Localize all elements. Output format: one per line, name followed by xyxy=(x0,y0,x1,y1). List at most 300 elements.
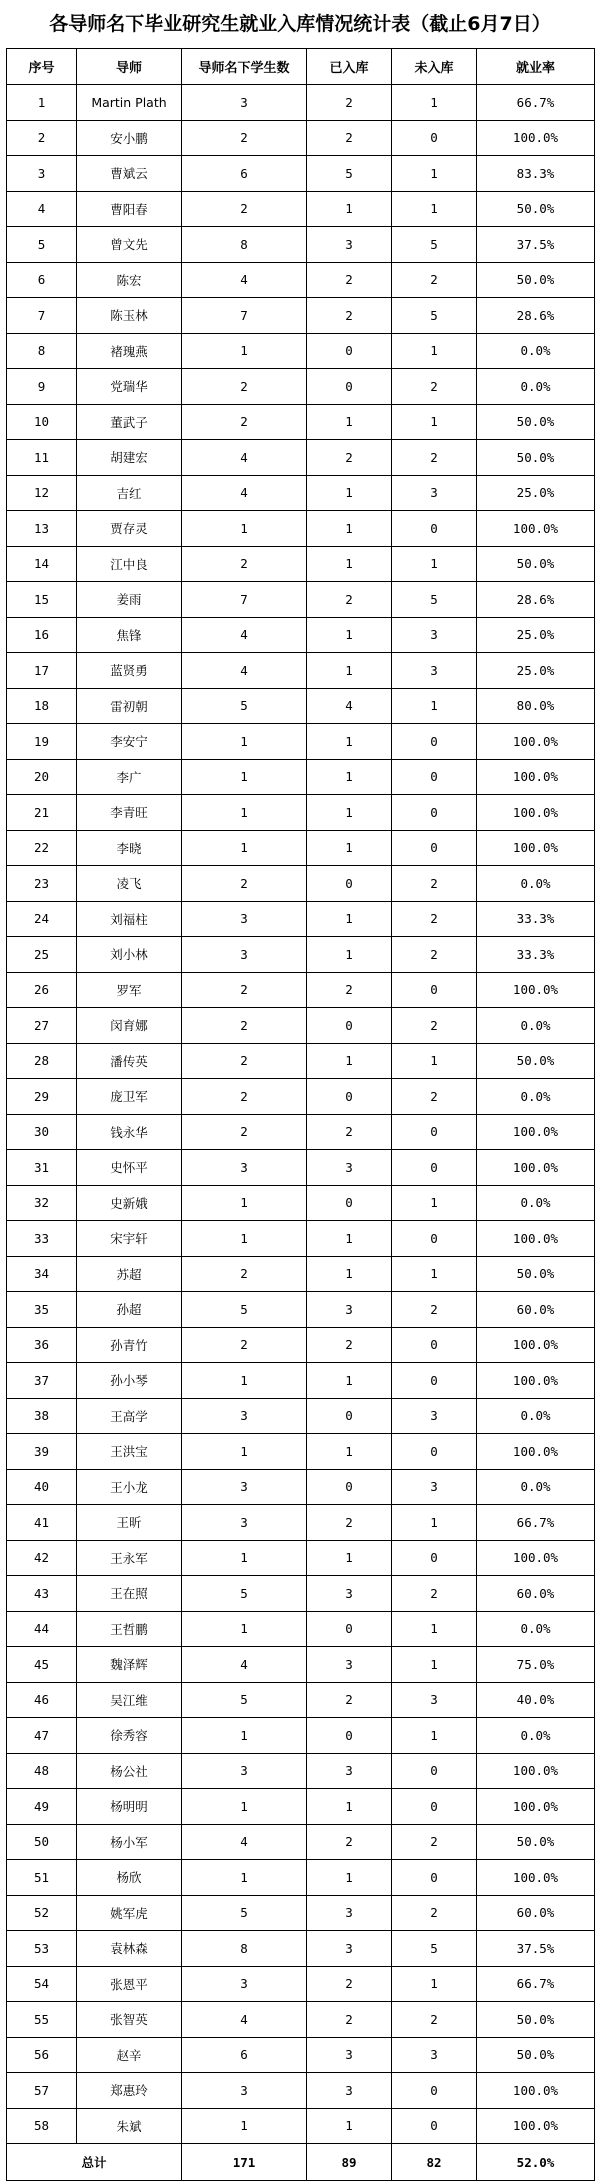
employment-rate: 100.0% xyxy=(477,1363,595,1399)
advisor-name: 张恩平 xyxy=(77,1966,182,2002)
employment-rate: 0.0% xyxy=(477,1469,595,1505)
employment-rate: 37.5% xyxy=(477,1931,595,1967)
employment-rate: 100.0% xyxy=(477,2108,595,2144)
not-placed-count: 0 xyxy=(392,1434,477,1470)
placed-count: 2 xyxy=(307,1824,392,1860)
row-index: 20 xyxy=(7,759,77,795)
not-placed-count: 2 xyxy=(392,1824,477,1860)
advisor-name: 曹斌云 xyxy=(77,156,182,192)
employment-rate: 66.7% xyxy=(477,1505,595,1541)
student-count: 2 xyxy=(182,1327,307,1363)
advisor-name: 吉红 xyxy=(77,475,182,511)
header-employment-rate: 就业率 xyxy=(477,49,595,85)
table-row xyxy=(7,2108,595,2144)
advisor-name: 孙青竹 xyxy=(77,1327,182,1363)
placed-count: 0 xyxy=(307,1398,392,1434)
employment-rate: 100.0% xyxy=(477,1789,595,1825)
student-count: 5 xyxy=(182,1895,307,1931)
not-placed-count: 2 xyxy=(392,866,477,902)
student-count: 1 xyxy=(182,1540,307,1576)
table-row xyxy=(7,546,595,582)
student-count: 5 xyxy=(182,688,307,724)
employment-rate: 0.0% xyxy=(477,1611,595,1647)
employment-rate: 40.0% xyxy=(477,1682,595,1718)
placed-count: 1 xyxy=(307,1363,392,1399)
advisor-name: 钱永华 xyxy=(77,1114,182,1150)
student-count: 4 xyxy=(182,1824,307,1860)
student-count: 4 xyxy=(182,262,307,298)
advisor-name: 朱斌 xyxy=(77,2108,182,2144)
table-row xyxy=(7,227,595,263)
employment-rate: 100.0% xyxy=(477,511,595,547)
advisor-name: 曹阳春 xyxy=(77,191,182,227)
advisor-name: 宋宇轩 xyxy=(77,1221,182,1257)
not-placed-count: 2 xyxy=(392,1008,477,1044)
placed-count: 1 xyxy=(307,1860,392,1896)
advisor-name: 杨公社 xyxy=(77,1753,182,1789)
page-title: 各导师名下毕业研究生就业入库情况统计表（截止6月7日） xyxy=(49,13,551,35)
placed-count: 1 xyxy=(307,2108,392,2144)
row-index: 50 xyxy=(7,1824,77,1860)
not-placed-count: 1 xyxy=(392,1256,477,1292)
stats-table xyxy=(6,48,595,2181)
advisor-name: 史新娥 xyxy=(77,1185,182,1221)
advisor-name: 孙小琴 xyxy=(77,1363,182,1399)
row-index: 49 xyxy=(7,1789,77,1825)
placed-count: 0 xyxy=(307,333,392,369)
placed-count: 0 xyxy=(307,1469,392,1505)
advisor-name: 焦锋 xyxy=(77,617,182,653)
row-index: 46 xyxy=(7,1682,77,1718)
row-index: 40 xyxy=(7,1469,77,1505)
table-row xyxy=(7,1079,595,1115)
row-index: 3 xyxy=(7,156,77,192)
table-row xyxy=(7,1540,595,1576)
employment-rate: 0.0% xyxy=(477,369,595,405)
row-index: 16 xyxy=(7,617,77,653)
placed-count: 2 xyxy=(307,1966,392,2002)
not-placed-count: 0 xyxy=(392,511,477,547)
employment-rate: 50.0% xyxy=(477,2002,595,2038)
not-placed-count: 2 xyxy=(392,1292,477,1328)
advisor-name: 杨欣 xyxy=(77,1860,182,1896)
table-row xyxy=(7,653,595,689)
table-row xyxy=(7,1931,595,1967)
advisor-name: 杨明明 xyxy=(77,1789,182,1825)
advisor-name: 史怀平 xyxy=(77,1150,182,1186)
not-placed-count: 1 xyxy=(392,546,477,582)
advisor-name: 王小龙 xyxy=(77,1469,182,1505)
row-index: 2 xyxy=(7,120,77,156)
table-row xyxy=(7,724,595,760)
row-index: 37 xyxy=(7,1363,77,1399)
not-placed-count: 0 xyxy=(392,1363,477,1399)
not-placed-count: 5 xyxy=(392,227,477,263)
student-count: 2 xyxy=(182,866,307,902)
not-placed-count: 2 xyxy=(392,1576,477,1612)
table-row xyxy=(7,1789,595,1825)
advisor-name: 吴江维 xyxy=(77,1682,182,1718)
student-count: 1 xyxy=(182,759,307,795)
employment-rate: 100.0% xyxy=(477,830,595,866)
advisor-name: 孙超 xyxy=(77,1292,182,1328)
table-row xyxy=(7,2073,595,2109)
advisor-name: 陈宏 xyxy=(77,262,182,298)
not-placed-count: 0 xyxy=(392,1753,477,1789)
employment-rate: 100.0% xyxy=(477,1221,595,1257)
student-count: 2 xyxy=(182,1114,307,1150)
employment-rate: 0.0% xyxy=(477,1718,595,1754)
row-index: 29 xyxy=(7,1079,77,1115)
table-row xyxy=(7,1150,595,1186)
row-index: 57 xyxy=(7,2073,77,2109)
student-count: 2 xyxy=(182,1079,307,1115)
placed-count: 1 xyxy=(307,511,392,547)
row-index: 51 xyxy=(7,1860,77,1896)
employment-rate: 60.0% xyxy=(477,1292,595,1328)
not-placed-count: 1 xyxy=(392,404,477,440)
advisor-name: 刘小林 xyxy=(77,937,182,973)
employment-rate: 25.0% xyxy=(477,653,595,689)
employment-rate: 37.5% xyxy=(477,227,595,263)
not-placed-count: 2 xyxy=(392,937,477,973)
placed-count: 1 xyxy=(307,901,392,937)
employment-rate: 83.3% xyxy=(477,156,595,192)
row-index: 6 xyxy=(7,262,77,298)
advisor-name: 曾文先 xyxy=(77,227,182,263)
not-placed-count: 2 xyxy=(392,440,477,476)
table-row xyxy=(7,937,595,973)
not-placed-count: 0 xyxy=(392,1789,477,1825)
advisor-name: 李晓 xyxy=(77,830,182,866)
table-row xyxy=(7,191,595,227)
student-count: 6 xyxy=(182,2037,307,2073)
not-placed-count: 1 xyxy=(392,333,477,369)
employment-rate: 50.0% xyxy=(477,1256,595,1292)
row-index: 10 xyxy=(7,404,77,440)
total-row xyxy=(7,2144,595,2181)
employment-rate: 100.0% xyxy=(477,759,595,795)
row-index: 13 xyxy=(7,511,77,547)
row-index: 19 xyxy=(7,724,77,760)
table-row xyxy=(7,440,595,476)
placed-count: 4 xyxy=(307,688,392,724)
row-index: 36 xyxy=(7,1327,77,1363)
student-count: 1 xyxy=(182,1789,307,1825)
employment-rate: 100.0% xyxy=(477,2073,595,2109)
employment-rate: 100.0% xyxy=(477,1540,595,1576)
placed-count: 2 xyxy=(307,1114,392,1150)
table-row xyxy=(7,1114,595,1150)
placed-count: 0 xyxy=(307,1718,392,1754)
student-count: 1 xyxy=(182,333,307,369)
not-placed-count: 1 xyxy=(392,1505,477,1541)
employment-rate: 0.0% xyxy=(477,1185,595,1221)
header-not-placed: 未入库 xyxy=(392,49,477,85)
not-placed-count: 1 xyxy=(392,1647,477,1683)
placed-count: 0 xyxy=(307,1079,392,1115)
not-placed-count: 2 xyxy=(392,1895,477,1931)
placed-count: 0 xyxy=(307,866,392,902)
not-placed-count: 5 xyxy=(392,1931,477,1967)
advisor-name: 潘传英 xyxy=(77,1043,182,1079)
student-count: 2 xyxy=(182,369,307,405)
employment-rate: 80.0% xyxy=(477,688,595,724)
table-row xyxy=(7,298,595,334)
placed-count: 3 xyxy=(307,2073,392,2109)
student-count: 4 xyxy=(182,1647,307,1683)
student-count: 5 xyxy=(182,1292,307,1328)
placed-count: 1 xyxy=(307,1789,392,1825)
table-row xyxy=(7,156,595,192)
table-row xyxy=(7,688,595,724)
student-count: 3 xyxy=(182,1469,307,1505)
not-placed-count: 3 xyxy=(392,653,477,689)
employment-rate: 50.0% xyxy=(477,404,595,440)
employment-rate: 50.0% xyxy=(477,546,595,582)
table-row xyxy=(7,1895,595,1931)
table-row xyxy=(7,1469,595,1505)
student-count: 3 xyxy=(182,1753,307,1789)
advisor-name: 雷初朝 xyxy=(77,688,182,724)
table-row xyxy=(7,1753,595,1789)
advisor-name: Martin Plath xyxy=(77,85,182,121)
placed-count: 3 xyxy=(307,2037,392,2073)
header-index: 序号 xyxy=(7,49,77,85)
placed-count: 0 xyxy=(307,1185,392,1221)
student-count: 3 xyxy=(182,901,307,937)
row-index: 54 xyxy=(7,1966,77,2002)
employment-rate: 0.0% xyxy=(477,1079,595,1115)
employment-rate: 50.0% xyxy=(477,1824,595,1860)
not-placed-count: 0 xyxy=(392,1860,477,1896)
table-row xyxy=(7,1221,595,1257)
not-placed-count: 2 xyxy=(392,369,477,405)
table-row xyxy=(7,369,595,405)
advisor-name: 李广 xyxy=(77,759,182,795)
student-count: 2 xyxy=(182,404,307,440)
not-placed-count: 0 xyxy=(392,2073,477,2109)
row-index: 14 xyxy=(7,546,77,582)
placed-count: 1 xyxy=(307,1221,392,1257)
table-row xyxy=(7,1860,595,1896)
placed-count: 1 xyxy=(307,1540,392,1576)
total-students: 171 xyxy=(182,2144,307,2181)
table-row xyxy=(7,972,595,1008)
placed-count: 3 xyxy=(307,1753,392,1789)
table-row xyxy=(7,1008,595,1044)
student-count: 3 xyxy=(182,937,307,973)
advisor-name: 胡建宏 xyxy=(77,440,182,476)
advisor-name: 凌飞 xyxy=(77,866,182,902)
employment-rate: 25.0% xyxy=(477,475,595,511)
table-row xyxy=(7,262,595,298)
row-index: 17 xyxy=(7,653,77,689)
student-count: 1 xyxy=(182,1611,307,1647)
student-count: 3 xyxy=(182,1505,307,1541)
header-row xyxy=(7,49,595,85)
placed-count: 2 xyxy=(307,262,392,298)
table-row xyxy=(7,617,595,653)
not-placed-count: 3 xyxy=(392,2037,477,2073)
student-count: 1 xyxy=(182,1363,307,1399)
student-count: 8 xyxy=(182,227,307,263)
student-count: 8 xyxy=(182,1931,307,1967)
not-placed-count: 1 xyxy=(392,156,477,192)
advisor-name: 李安宁 xyxy=(77,724,182,760)
header-placed: 已入库 xyxy=(307,49,392,85)
row-index: 12 xyxy=(7,475,77,511)
placed-count: 1 xyxy=(307,475,392,511)
student-count: 4 xyxy=(182,653,307,689)
student-count: 3 xyxy=(182,1966,307,2002)
advisor-name: 李青旺 xyxy=(77,795,182,831)
advisor-name: 陈玉林 xyxy=(77,298,182,334)
placed-count: 3 xyxy=(307,1647,392,1683)
not-placed-count: 0 xyxy=(392,1150,477,1186)
advisor-name: 江中良 xyxy=(77,546,182,582)
table-row xyxy=(7,1576,595,1612)
row-index: 8 xyxy=(7,333,77,369)
row-index: 23 xyxy=(7,866,77,902)
row-index: 30 xyxy=(7,1114,77,1150)
not-placed-count: 5 xyxy=(392,298,477,334)
table-row xyxy=(7,404,595,440)
student-count: 2 xyxy=(182,120,307,156)
placed-count: 2 xyxy=(307,120,392,156)
row-index: 15 xyxy=(7,582,77,618)
row-index: 39 xyxy=(7,1434,77,1470)
placed-count: 3 xyxy=(307,1576,392,1612)
employment-rate: 0.0% xyxy=(477,1008,595,1044)
not-placed-count: 3 xyxy=(392,1398,477,1434)
row-index: 45 xyxy=(7,1647,77,1683)
placed-count: 3 xyxy=(307,1931,392,1967)
placed-count: 0 xyxy=(307,369,392,405)
not-placed-count: 1 xyxy=(392,1611,477,1647)
table-row xyxy=(7,1966,595,2002)
employment-rate: 100.0% xyxy=(477,120,595,156)
employment-rate: 60.0% xyxy=(477,1895,595,1931)
student-count: 2 xyxy=(182,1256,307,1292)
employment-rate: 50.0% xyxy=(477,262,595,298)
total-label: 总计 xyxy=(7,2144,182,2181)
table-row xyxy=(7,85,595,121)
table-row xyxy=(7,333,595,369)
placed-count: 1 xyxy=(307,1043,392,1079)
advisor-name: 魏泽辉 xyxy=(77,1647,182,1683)
not-placed-count: 0 xyxy=(392,1221,477,1257)
employment-rate: 28.6% xyxy=(477,582,595,618)
not-placed-count: 0 xyxy=(392,1540,477,1576)
employment-rate: 50.0% xyxy=(477,440,595,476)
placed-count: 1 xyxy=(307,937,392,973)
row-index: 58 xyxy=(7,2108,77,2144)
student-count: 7 xyxy=(182,298,307,334)
row-index: 55 xyxy=(7,2002,77,2038)
row-index: 43 xyxy=(7,1576,77,1612)
student-count: 5 xyxy=(182,1576,307,1612)
employment-rate: 100.0% xyxy=(477,795,595,831)
table-row xyxy=(7,2002,595,2038)
placed-count: 3 xyxy=(307,1292,392,1328)
advisor-name: 徐秀容 xyxy=(77,1718,182,1754)
not-placed-count: 3 xyxy=(392,617,477,653)
employment-rate: 100.0% xyxy=(477,1327,595,1363)
placed-count: 1 xyxy=(307,191,392,227)
student-count: 1 xyxy=(182,1860,307,1896)
placed-count: 1 xyxy=(307,653,392,689)
not-placed-count: 2 xyxy=(392,1079,477,1115)
row-index: 53 xyxy=(7,1931,77,1967)
student-count: 1 xyxy=(182,795,307,831)
placed-count: 2 xyxy=(307,972,392,1008)
total-rate: 52.0% xyxy=(477,2144,595,2181)
not-placed-count: 1 xyxy=(392,1718,477,1754)
employment-rate: 100.0% xyxy=(477,972,595,1008)
advisor-name: 王洪宝 xyxy=(77,1434,182,1470)
advisor-name: 张智英 xyxy=(77,2002,182,2038)
not-placed-count: 1 xyxy=(392,1043,477,1079)
employment-rate: 33.3% xyxy=(477,901,595,937)
table-row xyxy=(7,1327,595,1363)
advisor-name: 姚军虎 xyxy=(77,1895,182,1931)
table-row xyxy=(7,1292,595,1328)
not-placed-count: 1 xyxy=(392,191,477,227)
table-row xyxy=(7,1718,595,1754)
placed-count: 2 xyxy=(307,1682,392,1718)
employment-rate: 100.0% xyxy=(477,724,595,760)
placed-count: 2 xyxy=(307,2002,392,2038)
advisor-name: 王在照 xyxy=(77,1576,182,1612)
table-row xyxy=(7,759,595,795)
row-index: 56 xyxy=(7,2037,77,2073)
placed-count: 2 xyxy=(307,1505,392,1541)
student-count: 1 xyxy=(182,1221,307,1257)
advisor-name: 赵辛 xyxy=(77,2037,182,2073)
row-index: 48 xyxy=(7,1753,77,1789)
placed-count: 2 xyxy=(307,298,392,334)
student-count: 3 xyxy=(182,1398,307,1434)
advisor-name: 王永军 xyxy=(77,1540,182,1576)
row-index: 9 xyxy=(7,369,77,405)
not-placed-count: 1 xyxy=(392,1185,477,1221)
placed-count: 1 xyxy=(307,759,392,795)
employment-rate: 66.7% xyxy=(477,1966,595,2002)
placed-count: 1 xyxy=(307,830,392,866)
table-row xyxy=(7,120,595,156)
row-index: 22 xyxy=(7,830,77,866)
table-row xyxy=(7,475,595,511)
advisor-name: 袁林森 xyxy=(77,1931,182,1967)
table-row xyxy=(7,582,595,618)
not-placed-count: 0 xyxy=(392,120,477,156)
row-index: 27 xyxy=(7,1008,77,1044)
student-count: 1 xyxy=(182,1718,307,1754)
advisor-name: 郑惠玲 xyxy=(77,2073,182,2109)
placed-count: 1 xyxy=(307,404,392,440)
placed-count: 0 xyxy=(307,1008,392,1044)
row-index: 38 xyxy=(7,1398,77,1434)
employment-rate: 100.0% xyxy=(477,1434,595,1470)
advisor-name: 庞卫军 xyxy=(77,1079,182,1115)
table-row xyxy=(7,1434,595,1470)
not-placed-count: 3 xyxy=(392,1469,477,1505)
not-placed-count: 5 xyxy=(392,582,477,618)
total-not-placed: 82 xyxy=(392,2144,477,2181)
not-placed-count: 0 xyxy=(392,795,477,831)
table-row xyxy=(7,1398,595,1434)
